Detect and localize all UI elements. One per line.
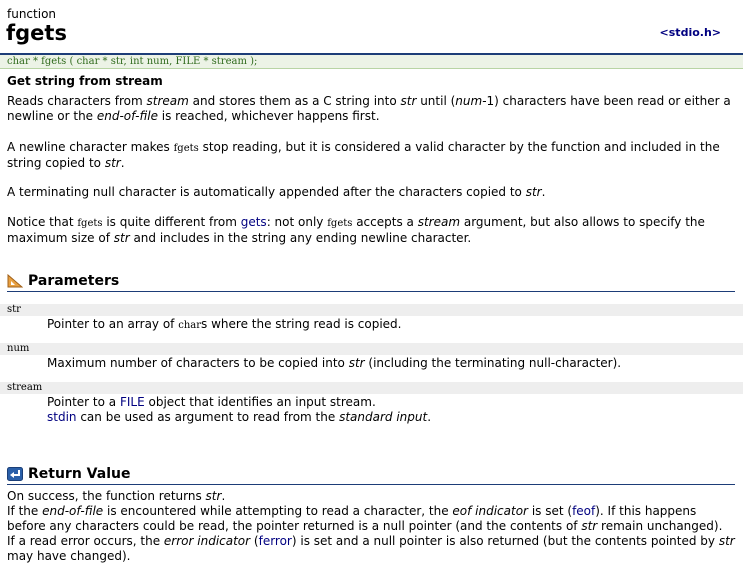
param-desc-str: Pointer to an array of chars where the string read is copied. — [47, 317, 402, 331]
ruler-icon — [7, 274, 23, 288]
page-header — [0, 0, 743, 54]
parameters-heading: Parameters — [7, 273, 119, 289]
description-paragraph-4: Notice that fgets is quite different from gets: not only fgets accepts a stream argument, but also allows to specify the maximum size of str and includes in the string any ending newline character. — [7, 215, 705, 245]
return-value-text: On success, the function returns str. If the end-of-file is encountered while attempting to read a character, the eof indicator is set (feof). If this happens before any characters could be read, the pointer returned is a null pointer (and the contents of str remain unchanged). If a read error occurs, the error indicator (ferror) is set and a null pointer is also returned (but the contents pointed by str may have changed). — [7, 489, 735, 563]
page-title: fgets — [6, 21, 67, 45]
ferror-link[interactable]: ferror — [258, 534, 292, 548]
feof-link[interactable]: feof — [572, 504, 596, 518]
header-file-link[interactable]: <stdio.h> — [659, 26, 721, 39]
entity-kind: function — [7, 7, 57, 21]
param-desc-num: Maximum number of characters to be copied into str (including the terminating null-character). — [47, 356, 622, 370]
return-value-heading: Return Value — [7, 466, 130, 482]
param-name-stream: stream — [0, 382, 743, 394]
function-prototype: char * fgets ( char * str, int num, FILE * stream ); — [0, 55, 743, 69]
parameters-divider — [7, 291, 735, 292]
return-arrow-icon — [7, 467, 23, 481]
inline-code: fgets — [327, 218, 353, 229]
gets-link[interactable]: gets — [240, 215, 267, 229]
param-desc-stream: Pointer to a FILE object that identifies an input stream. stdin can be used as argument to read from the standard input. — [47, 395, 432, 424]
param-name-num: num — [0, 343, 743, 355]
stdin-link[interactable]: stdin — [47, 410, 77, 424]
description-paragraph-2: A newline character makes fgets stop reading, but it is considered a valid character by the function and included in the string copied to str. — [7, 140, 720, 170]
description-paragraph-3: A terminating null character is automatically appended after the characters copied to str. — [7, 185, 546, 199]
param-name-str: str — [0, 304, 743, 316]
file-link[interactable]: FILE — [119, 395, 145, 409]
inline-code: char — [178, 320, 202, 331]
inline-code: fgets — [77, 218, 103, 229]
inline-code: fgets — [173, 143, 199, 154]
function-summary: Get string from stream — [7, 74, 163, 88]
return-value-divider — [7, 484, 735, 485]
description-paragraph-1: Reads characters from stream and stores them as a C string into str until (num-1) characters have been read or either a newline or the end-of-file is reached, whichever happens first. — [7, 94, 731, 123]
